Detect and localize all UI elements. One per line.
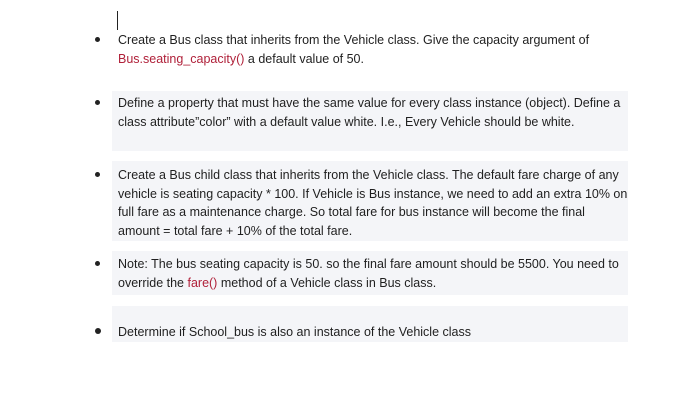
- bullet-icon: [95, 37, 100, 42]
- code-reference: Bus.seating_capacity(): [118, 51, 245, 66]
- bullet-icon: [95, 172, 100, 177]
- list-item: [118, 94, 628, 131]
- item-text: Create a Bus class that inherits from the Vehicle class. Give the capacity argument of: [118, 33, 590, 47]
- list-item: [118, 323, 628, 342]
- code-reference: fare(): [187, 275, 218, 290]
- list-item: [118, 255, 628, 292]
- bullet-icon: [95, 261, 100, 266]
- list-item: [118, 166, 628, 240]
- item-text: Note: The bus seating capacity is 50. so the final fare amount should be 5500. You need to override the: [118, 257, 619, 290]
- item-text: Determine if School_bus is also an instance of the Vehicle class: [118, 325, 471, 339]
- item-text: Create a Bus child class that inherits from the Vehicle class. The default fare charge of any vehicle is seating capacity * 100. If Vehicle is Bus instance, we need to add an extra 10% on full fare as a maintenance charge. So total fare for bus instance will become the final amount = total fare + 10% of the total fare.: [118, 168, 628, 238]
- item-text: Define a property that must have the same value for every class instance (object). Define a class attribute”color” with a default value white. I.e., Every Vehicle should be white.: [118, 96, 621, 129]
- list-item: [118, 31, 628, 68]
- item-text: a default value of 50.: [244, 51, 364, 66]
- bullet-icon: [95, 100, 100, 105]
- item-text: method of a Vehicle class in Bus class.: [217, 275, 437, 290]
- bullet-icon: [95, 328, 101, 334]
